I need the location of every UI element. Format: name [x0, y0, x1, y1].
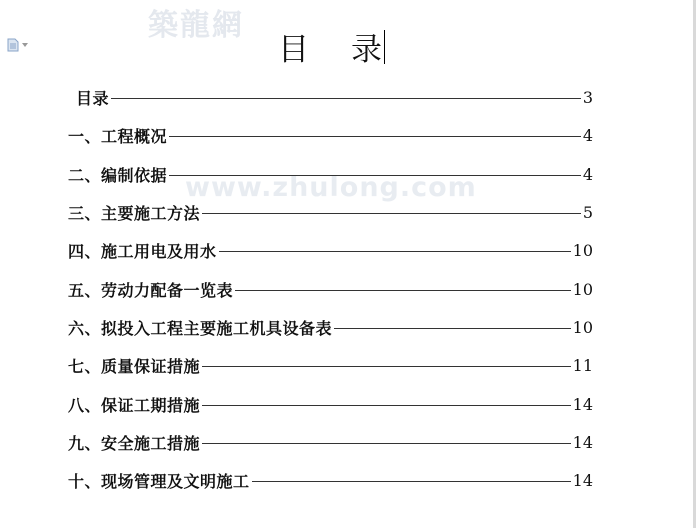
toc-leader	[169, 175, 581, 176]
toc-entry-page: 5	[582, 202, 593, 222]
toc-leader	[334, 328, 571, 329]
toc-entry-label: 十、现场管理及文明施工	[68, 471, 250, 491]
toc-leader	[202, 443, 571, 444]
toc-leader	[169, 136, 581, 137]
toc-entry-page: 4	[582, 164, 593, 184]
toc-entry[interactable]	[68, 201, 593, 223]
toc-entry-page: 10	[572, 240, 593, 260]
toc-leader	[219, 251, 571, 252]
toc-entry-label: 一、工程概况	[68, 126, 168, 146]
toc-entry-label: 五、劳动力配备一览表	[68, 280, 234, 300]
toc-entry-label: 九、安全施工措施	[68, 433, 201, 453]
toc-entry-page: 14	[572, 394, 593, 414]
toc-entry-page: 3	[582, 87, 593, 107]
watermark-top: 築龍網	[148, 8, 244, 43]
toc-entry[interactable]	[68, 278, 593, 300]
toc-leader	[252, 481, 571, 482]
toc-entry-page: 14	[572, 432, 593, 452]
toc-entry[interactable]	[76, 86, 593, 108]
toc-entry-label: 七、质量保证措施	[68, 356, 201, 376]
toc-entry-page: 14	[572, 470, 593, 490]
watermark-middle: www.zhulong.com	[185, 172, 477, 203]
toc-entry[interactable]	[68, 469, 593, 491]
toc-leader	[111, 98, 581, 99]
toc-entry-label: 六、拟投入工程主要施工机具设备表	[68, 318, 333, 338]
toc-entry-label: 八、保证工期措施	[68, 395, 201, 415]
title-char-1: 目	[278, 32, 309, 68]
toc-entry-label: 二、编制依据	[68, 165, 168, 185]
toc-entry[interactable]	[68, 354, 593, 376]
toc-entry[interactable]	[68, 163, 593, 185]
title-char-2: 录	[351, 32, 382, 68]
toc-entry-label: 四、施工用电及用水	[68, 241, 217, 261]
toc-entry-page: 10	[572, 279, 593, 299]
toc-entry[interactable]	[68, 393, 593, 415]
toc-entry-page: 11	[572, 355, 593, 375]
toc-entry[interactable]	[68, 316, 593, 338]
toc-entry-label: 目录	[76, 88, 110, 108]
toc-entry-page: 4	[582, 125, 593, 145]
toc-entry[interactable]	[68, 431, 593, 453]
toc-leader	[202, 213, 581, 214]
toc-entry[interactable]	[68, 124, 593, 146]
toc-entry-page: 10	[572, 317, 593, 337]
toc-entry[interactable]	[68, 239, 593, 261]
toc-entry-label: 三、主要施工方法	[68, 203, 201, 223]
toc-leader	[202, 366, 571, 367]
toc-leader	[235, 290, 571, 291]
toc-leader	[202, 405, 571, 406]
